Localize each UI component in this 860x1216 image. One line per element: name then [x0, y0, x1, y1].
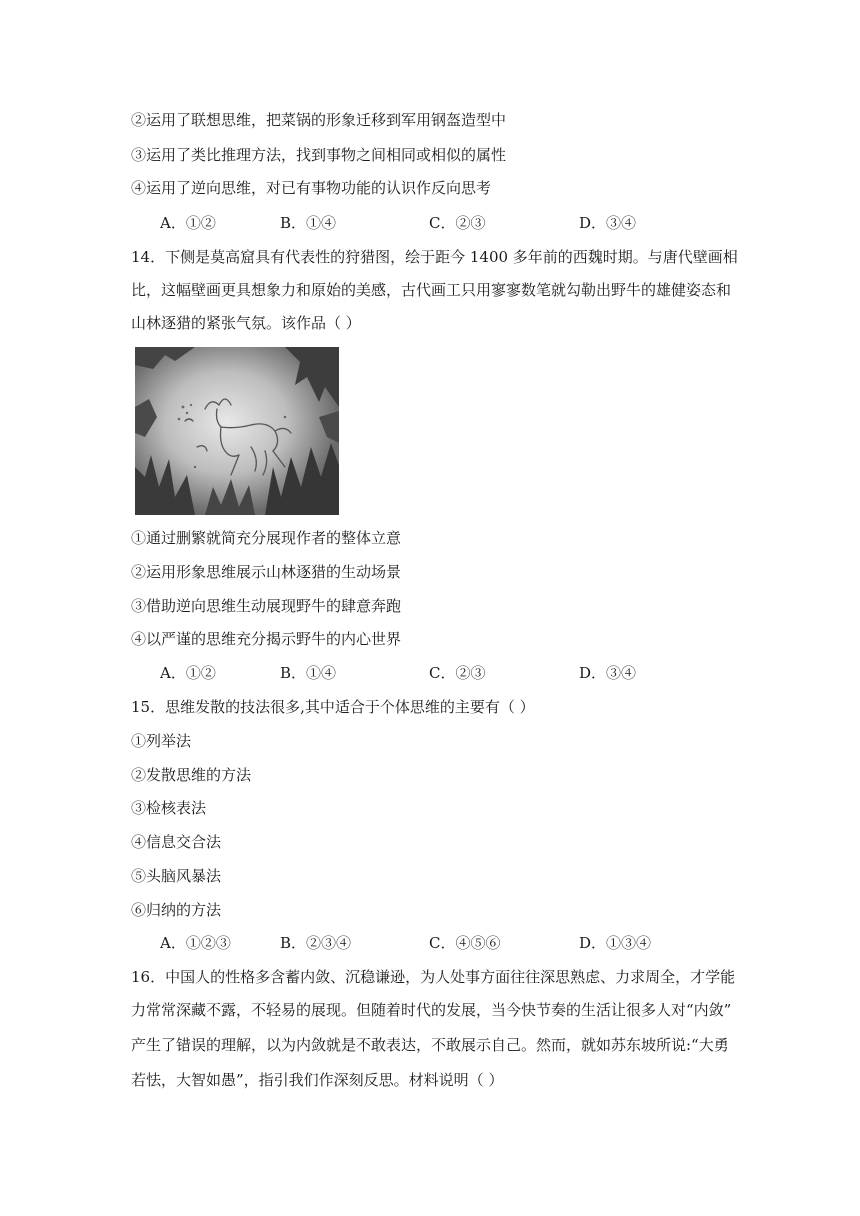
- q15-choice-d[interactable]: D．①③④: [579, 934, 652, 952]
- q14-option-3: ③借助逆向思维生动展现野牛的肆意奔跑: [131, 597, 402, 615]
- q15-choice-a[interactable]: A．①②③: [160, 934, 231, 952]
- q14-option-4: ④以严谨的思维充分揭示野牛的内心世界: [131, 630, 402, 648]
- mogao-hunting-mural-image: [135, 347, 339, 515]
- q15-option-3: ③检核表法: [131, 799, 207, 817]
- q14-choice-a[interactable]: A．①②: [160, 664, 216, 682]
- q14-stem: [131, 247, 738, 333]
- q13-choice-a[interactable]: A．①②: [160, 214, 216, 232]
- q14-choice-c[interactable]: C．②③: [429, 664, 486, 682]
- q15-option-2: ②发散思维的方法: [131, 766, 252, 784]
- q15-choice-c[interactable]: C．④⑤⑥: [429, 934, 501, 952]
- q13-choice-c[interactable]: C．②③: [429, 214, 486, 232]
- q15-option-6: ⑥归纳的方法: [131, 901, 222, 919]
- q15-option-5: ⑤头脑风暴法: [131, 867, 222, 885]
- q14-stem-line-1: 14．下侧是莫高窟具有代表性的狩猎图，绘于距今 1400 多年前的西魏时期。与唐代壁画相: [131, 248, 738, 266]
- q15-choice-b[interactable]: B．②③④: [280, 934, 352, 952]
- q14-option-2: ②运用形象思维展示山林逐猎的生动场景: [131, 563, 402, 581]
- q13-option-2: ②运用了联想思维，把菜锅的形象迁移到军用钢盔造型中: [131, 111, 507, 129]
- q16-stem-line-3: 产生了错误的理解，以为内敛就是不敢表达，不敢展示自己。然而，就如苏东坡所说:“大勇: [131, 1036, 729, 1054]
- q13-option-3: ③运用了类比推理方法，找到事物之间相同或相似的属性: [131, 146, 507, 164]
- q13-choice-b[interactable]: B．①④: [280, 214, 337, 232]
- q13-choice-d[interactable]: D．③④: [579, 214, 637, 232]
- q14-stem-line-3: 山林逐猎的紧张气氛。该作品（ ）: [131, 314, 361, 332]
- q15-option-4: ④信息交合法: [131, 833, 222, 851]
- q15-stem: 15．思维发散的技法很多,其中适合于个体思维的主要有（ ）: [131, 698, 535, 716]
- q16-stem-line-4: 若怯，大智如愚”，指引我们作深刻反思。材料说明（ ）: [131, 1071, 504, 1089]
- q14-choice-d[interactable]: D．③④: [579, 664, 637, 682]
- q14-stem-line-2: 比，这幅壁画更具想象力和原始的美感，古代画工只用寥寥数笔就勾勒出野牛的雄健姿态和: [131, 281, 732, 299]
- q16-stem: [131, 967, 736, 1090]
- q14-option-1: ①通过删繁就简充分展现作者的整体立意: [131, 529, 402, 547]
- q15-option-1: ①列举法: [131, 732, 192, 750]
- q16-stem-line-1: 16．中国人的性格多含蓄内敛、沉稳谦逊，为人处事方面往往深思熟虑、力求周全，才学能: [131, 968, 736, 986]
- q13-option-4: ④运用了逆向思维，对已有事物功能的认识作反向思考: [131, 179, 492, 197]
- q16-stem-line-2: 力常常深藏不露，不轻易的展现。但随着时代的发展，当今快节奏的生活让很多人对“内敛”: [131, 1001, 732, 1019]
- q14-choice-b[interactable]: B．①④: [280, 664, 337, 682]
